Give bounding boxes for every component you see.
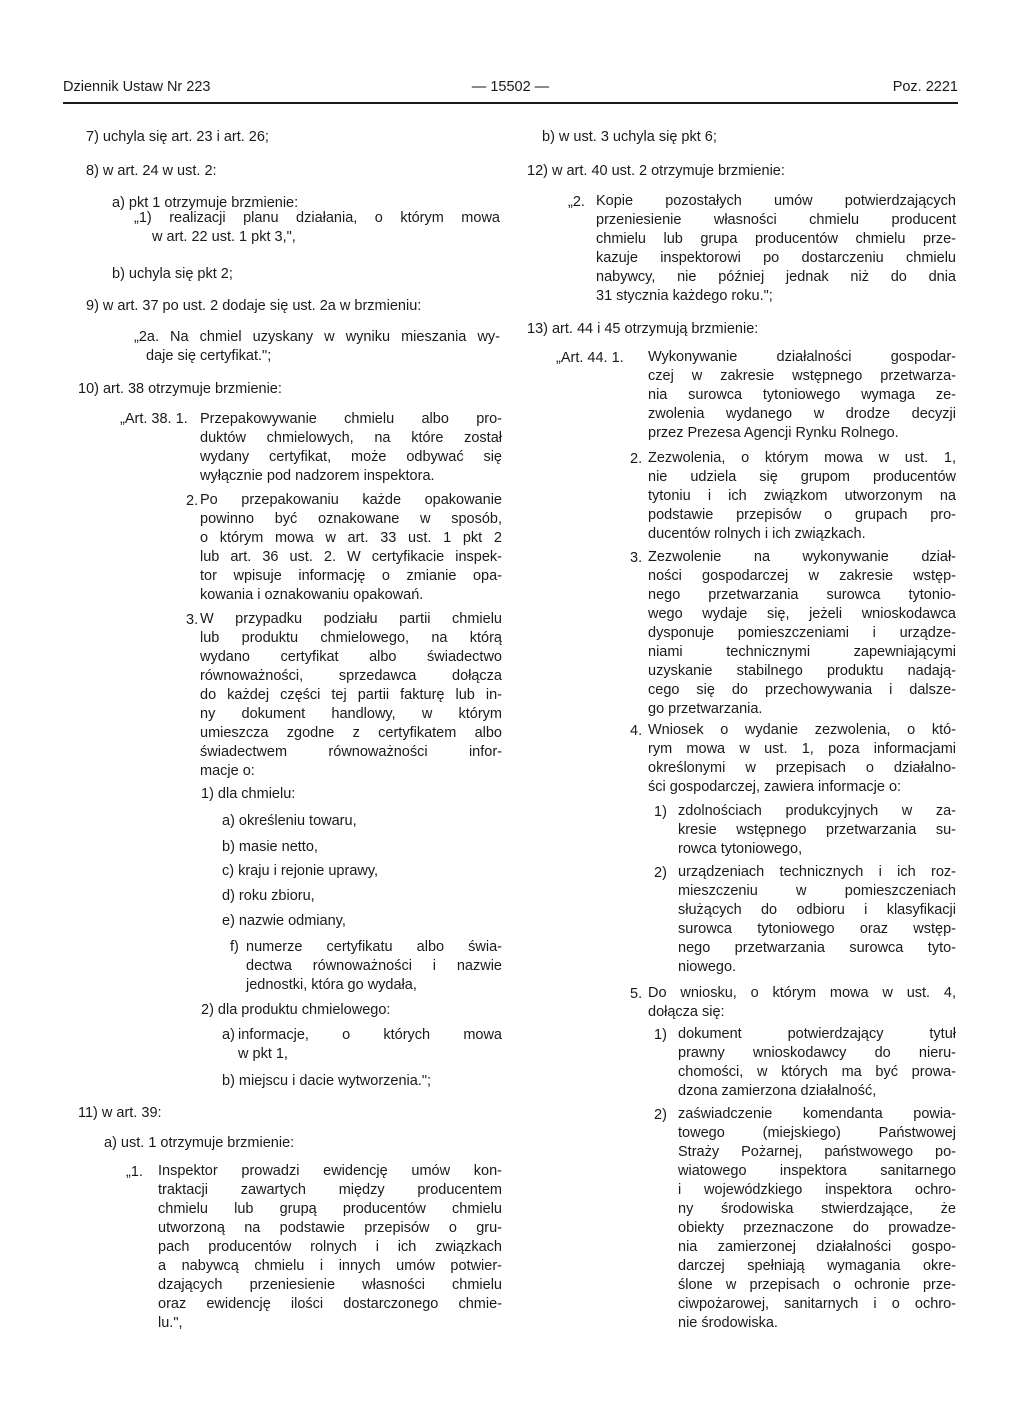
item-11a: a) ust. 1 otrzymuje brzmienie: [104, 1135, 295, 1151]
journal-title: Dziennik Ustaw Nr 223 [63, 79, 211, 95]
item-8a-quote: „1) realizacji planu działania, o którym mowa w art. 22 ust. 1 pkt 3,", [134, 210, 500, 245]
art38-para-1: Przepakowywanie chmielu albo pro- duktów chmielowych, na które został wydany certyfikat, może odbywać się wyłącznie pod nadzorem inspektora. [200, 411, 502, 484]
art38-para-3-number: 3. [186, 612, 199, 628]
item-9-quote: „2a. Na chmiel uzyskany w wyniku mieszania wy- daje się certyfikat."; [134, 329, 500, 364]
art44-para-5-point-1: dokument potwierdzający tytuł prawny wnioskodawcy do nieru- chomości, w których ma być prowa- dzona zamierzona działalność, [678, 1026, 956, 1099]
art44-para-5-point-1-number: 1) [654, 1027, 667, 1043]
art44-para-5-point-2: zaświadczenie komendanta powia- towego (miejskiego) Państwowej Straży Pożarnej, państwowego po- wiatowego inspektora sanitarnego i wojewódzkiego inspektora ochro- ny środowiska stwierdzające, że obiekty przeznaczone do prowadze- nia zamierzonej działalności gospo- darczej spełniają wymagania okre- ślone w przepisach o ochronie prze- ciwpożarowej, sanitarnych i o ochro- nie środowiska. [678, 1106, 956, 1331]
art44-para-4-point-1-number: 1) [654, 804, 667, 820]
point-1c: c) kraju i rejonie uprawy, [222, 863, 379, 879]
item-8: 8) w art. 24 w ust. 2: [86, 163, 217, 179]
point-1f: numerze certyfikatu albo świa- dectwa równoważności i nazwie jednostki, która go wydała, [246, 939, 502, 993]
item-11: 11) w art. 39: [78, 1105, 162, 1121]
art44-para-4-number: 4. [630, 723, 643, 739]
item-9: 9) w art. 37 po ust. 2 dodaje się ust. 2a w brzmieniu: [86, 298, 422, 314]
art38-para-2-number: 2. [186, 493, 199, 509]
item-10: 10) art. 38 otrzymuje brzmienie: [78, 381, 282, 397]
point-1d: d) roku zbioru, [222, 888, 315, 904]
point-1f-label: f) [230, 939, 239, 955]
point-2b: b) miejscu i dacie wytworzenia."; [222, 1073, 432, 1089]
point-2a-label: a) [222, 1027, 235, 1043]
page-number: — 15502 — [471, 79, 550, 95]
art44-para-3-number: 3. [630, 550, 643, 566]
art38-heading: „Art. 38. 1. [120, 411, 188, 427]
art44-para-5: Do wniosku, o którym mowa w ust. 4, dołącza się: [648, 985, 956, 1020]
art39-para-1: Inspektor prowadzi ewidencję umów kon- traktacji zawartych między producentem chmielu lub grupą producentów chmielu utworzoną na podstawie przepisów o gru- pach producentów rolnych i ich związkach a nabywcą chmielu i innych umów potwier- dzających przeniesienie własności chmielu oraz ewidencję ilości dostarczonego chmie- lu.", [158, 1163, 502, 1331]
point-2a: informacje, o których mowa w pkt 1, [238, 1027, 502, 1062]
item-11b: b) w ust. 3 uchyla się pkt 6; [542, 129, 717, 145]
art44-para-4-point-2-number: 2) [654, 865, 667, 881]
item-7: 7) uchyla się art. 23 i art. 26; [86, 129, 269, 145]
point-1a: a) określeniu towaru, [222, 813, 357, 829]
position-number: Poz. 2221 [892, 79, 958, 95]
art38-para-3: W przypadku podziału partii chmielu lub produktu chmielowego, na którą wydano certyfikat albo świadectwo równoważności, sprzedawca dołącza do każdej części tej partii fakturę lub in- ny dokument handlowy, w którym umieszcza zgodne z certyfikatem albo świadectwem równoważności infor- macje o: [200, 611, 502, 779]
art44-para-5-point-2-number: 2) [654, 1107, 667, 1123]
point-1e: e) nazwie odmiany, [222, 913, 346, 929]
art44-para-5-number: 5. [630, 986, 643, 1002]
point-1: 1) dla chmielu: [201, 786, 296, 802]
point-1b: b) masie netto, [222, 839, 318, 855]
art44-para-4-point-2: urządzeniach technicznych i ich roz- mieszczeniu w pomieszczeniach służących do odbioru i klasyfikacji surowca tytoniowego oraz wstęp- nego przetwarzania surowca tyto- niowego. [678, 864, 956, 975]
page-header [63, 76, 958, 104]
art44-para-4-point-1: zdolnościach produkcyjnych w za- kresie wstępnego przetwarzania su- rowca tytoniowego, [678, 803, 956, 857]
art44-para-4: Wniosek o wydanie zezwolenia, o któ- rym mowa w ust. 1, poza informacjami określonymi w przepisach o działalno- ści gospodarczej, zawiera informacje o: [648, 722, 956, 795]
art44-para-3: Zezwolenie na wykonywanie dział- ności gospodarczej w zakresie wstęp- nego przetwarzania surowca tytonio- wego wydaje się, jeżeli wnioskodawca dysponuje pomieszczeniami i urządze- niami technicznymi zapewniającymi uzyskanie stabilnego produktu nadają- cego się do przechowywania i dalsze- go przetwarzania. [648, 549, 956, 717]
art44-para-1: Wykonywanie działalności gospodar- czej w zakresie wstępnego przetwarza- nia surowca tytoniowego wymaga ze- zwolenia wydanego w drodze decyzji przez Prezesa Agencji Rynku Rolnego. [648, 349, 956, 441]
art44-para-2-number: 2. [630, 451, 643, 467]
art38-para-2: Po przepakowaniu każde opakowanie powinno być oznakowane w sposób, o którym mowa w art. 33 ust. 1 pkt 2 lub art. 36 ust. 2. W certyfikacie inspek- tor wpisuje informację o zmianie opa- kowania i oznakowaniu opakowań. [200, 492, 502, 603]
item-8b: b) uchyla się pkt 2; [112, 266, 233, 282]
item-13: 13) art. 44 i 45 otrzymują brzmienie: [527, 321, 759, 337]
art40-para-2-number: „2. [568, 194, 585, 210]
point-2: 2) dla produktu chmielowego: [201, 1002, 391, 1018]
art39-para-1-number: „1. [126, 1164, 143, 1180]
art40-para-2: Kopie pozostałych umów potwierdzających przeniesienie własności chmielu producent chmielu lub grupa producentów chmielu prze- kazuje inspektorowi po dostarczeniu chmielu nabywcy, nie później jednak niż do dnia 31 stycznia każdego roku."; [596, 193, 956, 304]
art44-para-2: Zezwolenia, o którym mowa w ust. 1, nie udziela się grupom producentów tytoniu i ich związkom utworzonym na podstawie przepisów o grupach pro- ducentów rolnych i ich związkach. [648, 450, 956, 542]
art44-heading: „Art. 44. 1. [556, 350, 624, 366]
item-12: 12) w art. 40 ust. 2 otrzymuje brzmienie: [527, 163, 785, 179]
item-8a: a) pkt 1 otrzymuje brzmienie: [112, 195, 299, 211]
